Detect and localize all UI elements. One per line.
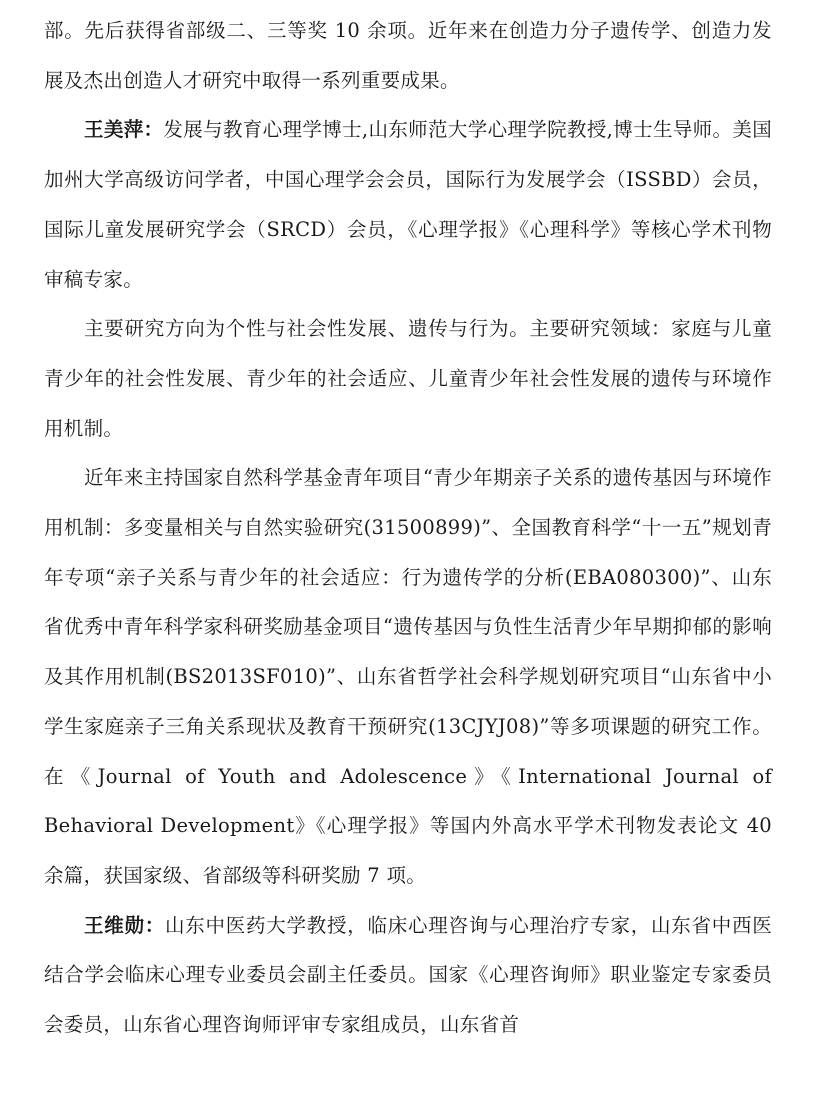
paragraph-wang-weixun-bio	[44, 901, 772, 1050]
person-name-wang-weixun: 王维勋：	[84, 913, 165, 937]
paragraph-text: 近年来主持国家自然科学基金青年项目“青少年期亲子关系的遗传基因与环境作用机制：多变量相关与自然实验研究(31500899)”、全国教育科学“十一五”规划青年专项“亲子关系与青少年的社会适应：行为遗传学的分析(EBA080300)”、山东省优秀中青年科学家科研奖励基金项目“遗传基因与负性生活青少年早期抑郁的影响及其作用机制(BS2013SF010)”、山东省哲学社会科学规划研究项目“山东省中小学生家庭亲子三角关系现状及教育干预研究(13CJYJ08)”等多项课题的研究工作。在《Journal of Youth and Adolescence》《International Journal of Behavioral Development》《心理学报》等国内外高水平学术刊物发表论文 40 余篇，获国家级、省部级等科研奖励 7 项。	[44, 466, 772, 887]
paragraph-text: 部。先后获得省部级二、三等奖 10 余项。近年来在创造力分子遗传学、创造力发展及杰出创造人才研究中取得一系列重要成果。	[44, 19, 772, 92]
paragraph-awards-continuation	[44, 6, 772, 105]
person-name-wang-meiping: 王美萍：	[84, 118, 164, 142]
paragraph-research-direction	[44, 304, 772, 453]
paragraph-projects-publications	[44, 453, 772, 900]
paragraph-text: 主要研究方向为个性与社会性发展、遗传与行为。主要研究领域：家庭与儿童青少年的社会性发展、青少年的社会适应、儿童青少年社会性发展的遗传与环境作用机制。	[44, 317, 772, 440]
paragraph-wang-meiping-bio	[44, 105, 772, 304]
document-page	[44, 6, 772, 1050]
paragraph-text: 发展与教育心理学博士,山东师范大学心理学院教授,博士生导师。美国加州大学高级访问学者，中国心理学会会员，国际行为发展学会（ISSBD）会员，国际儿童发展研究学会（SRCD）会员，《心理学报》《心理科学》等核心学术刊物审稿专家。	[44, 118, 772, 291]
paragraph-text: 山东中医药大学教授，临床心理咨询与心理治疗专家，山东省中西医结合学会临床心理专业委员会副主任委员。国家《心理咨询师》职业鉴定专家委员会委员，山东省心理咨询师评审专家组成员，山东省首	[44, 913, 772, 1037]
